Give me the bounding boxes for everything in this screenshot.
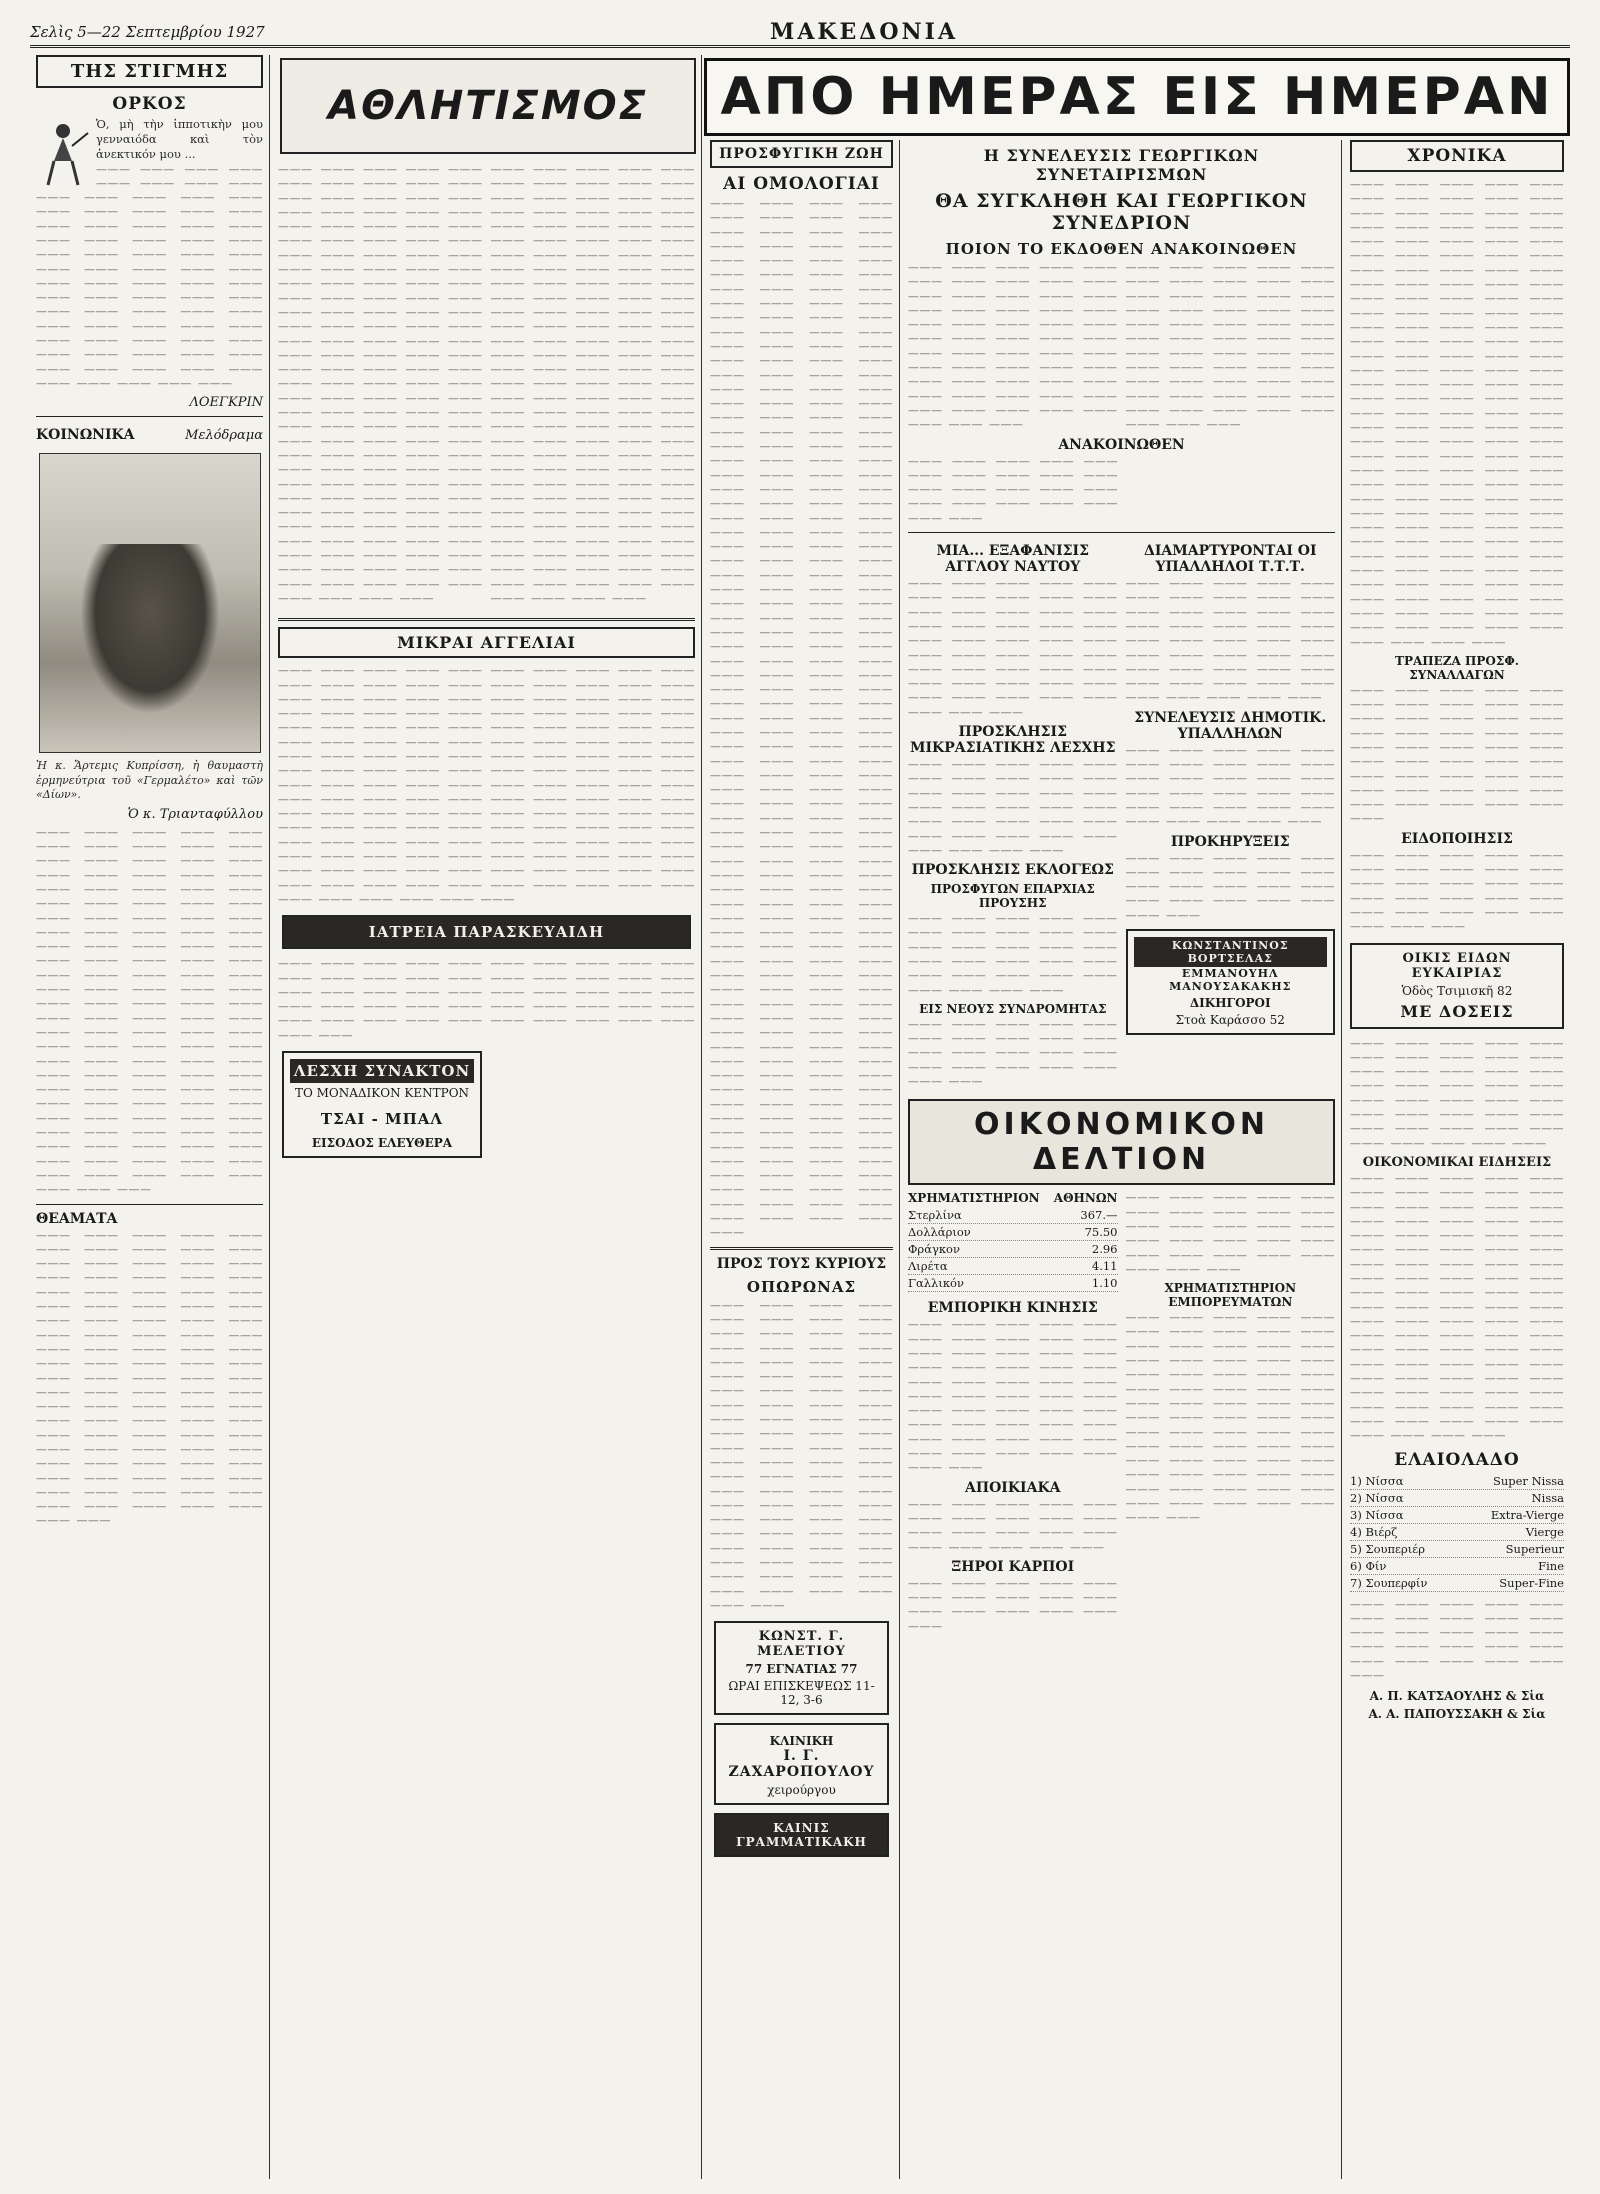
credit: Ὁ κ. Τριανταφύλλου (127, 806, 263, 822)
column-1 (30, 55, 270, 2179)
theater-body: ——— ——— ——— ——— ——— ——— ——— ——— ——— ——— ——— ——— ——— ——— ——— ——— ——— ——— ——— ——— ——— ——— ——— ——— ——— ——— ——— ——— ——— ——— ——— ——— ——— ——— ——— ——— ——— ——— ——— ——— ——— ——— ——— ——— ——— ——— ——— ——— ——— ——— ——— ——— ——— ——— ——— ——— ——— ——— ——— ——— ——— ——— ——— ——— ——— ——— ——— ——— ——— ——— ——— ——— ——— ——— ——— ——— ——— ——— ——— ——— ——— ——— ——— ——— ——— ——— ——— ——— ——— ——— ——— ——— ——— ——— ——— ——— ——— ——— ——— ——— ——— ——— (36, 1228, 263, 1528)
exchange-header (908, 1191, 1118, 1205)
price-grade: Super-Fine (1499, 1575, 1564, 1590)
lawyer-ad (1126, 929, 1336, 1035)
currency-name: Γαλλικόν (908, 1276, 964, 1291)
headline-1: Η ΣΥΝΕΛΕΥΣΙΣ ΓΕΩΡΓΙΚΩΝ ΣΥΝΕΤΑΙΡΙΣΜΩΝ (983, 146, 1260, 184)
lesxi-ad (282, 1051, 482, 1158)
headline-2: ΘΑ ΣΥΓΚΛΗΘΗ ΚΑΙ ΓΕΩΡΓΙΚΟΝ ΣΥΝΕΔΡΙΟΝ (935, 190, 1308, 234)
doctor-addr: 77 ΕΓΝΑΤΙΑΣ 77 (745, 1662, 858, 1677)
proklisis-body: ——— ——— ——— ——— ——— ——— ——— ——— ——— ——— ——— ——— ——— ——— ——— ——— ——— ——— ——— ——— ——— ——— ——— ——— ——— ——— ——— ——— ——— (908, 912, 1118, 997)
tea-dance: ΤΣΑΙ - ΜΠΑΛ (320, 1110, 444, 1129)
paper-name: ΜΑΚΕΔΟΝΙΑ (770, 18, 959, 45)
masthead (30, 18, 1570, 48)
econ-banner: ΟΙΚΟΝΟΜΙΚΟΝ ΔΕΛΤΙΟΝ (908, 1099, 1335, 1185)
exchange-row (908, 1207, 1118, 1224)
doctor-ad (714, 1621, 889, 1715)
lead-body-a: ——— ——— ——— ——— ——— ——— ——— ——— ——— ——— ——— ——— ——— ——— ——— ——— ——— ——— ——— ——— ——— ——— ——— ——— ——— ——— ——— ——— ——— ——— ——— ——— ——— ——— ——— ——— ——— ——— ——— ——— ——— ——— ——— ——— ——— ——— ——— ——— ——— ——— ——— ——— ——— ——— ——— ——— ——— ——— (908, 261, 1118, 432)
news-col-a (908, 539, 1118, 1089)
shop-ad (1350, 943, 1564, 1029)
sports-banner (280, 58, 696, 154)
price-name: 6) Φίν (1350, 1558, 1387, 1573)
clinic-ad (714, 1723, 889, 1805)
sports-title: ΑΘΛΗΤΙΣΜΟΣ (327, 83, 649, 129)
econ-news-body: ——— ——— ——— ——— ——— ——— ——— ——— ——— ——— ——— ——— ——— ——— ——— ——— ——— ——— ——— ——— ——— ——— ——— ——— ——— ——— ——— ——— ——— ——— ——— ——— ——— ——— ——— ——— ——— ——— ——— ——— ——— ——— ——— ——— ——— ——— ——— ——— ——— ——— ——— ——— ——— ——— ——— ——— ——— ——— ——— ——— ——— ——— ——— ——— ——— ——— ——— ——— ——— ——— ——— ——— ——— ——— ——— ——— ——— ——— ——— ——— ——— ——— ——— ——— ——— ——— ——— ——— ——— ——— ——— ——— ——— ——— (1350, 1171, 1564, 1443)
market-title: ΧΡΗΜΑΤΙΣΤΗΡΙΟΝ ΕΜΠΟΡΕΥΜΑΤΩΝ (1164, 1281, 1297, 1310)
lesxi-name: ΛΕΣΧΗ ΣΥΝΑΚΤΟΝ (290, 1059, 474, 1083)
small-ads-label: ΜΙΚΡΑΙ ΑΓΓΕΛΙΑΙ (278, 627, 695, 658)
disappearance-title: ΜΙΑ... ΕΞΑΦΑΝΙΣΙΣ ΑΓΓΛΟΥ ΝΑΥΤΟΥ (936, 543, 1090, 576)
econ-col-a (908, 1191, 1118, 1634)
disappearance-body: ——— ——— ——— ——— ——— ——— ——— ——— ——— ——— ——— ——— ——— ——— ——— ——— ——— ——— ——— ——— ——— ——— ——— ——— ——— ——— ——— ——— ——— ——— ——— ——— ——— ——— ——— ——— ——— ——— ——— ——— ——— ——— ——— ——— ——— ——— ——— ——— (908, 577, 1118, 719)
author: ΛΟΕΓΚΡΙΝ (189, 395, 263, 411)
clinic-body: ——— ——— ——— ——— ——— ——— ——— ——— ——— ——— ——— ——— ——— ——— ——— ——— ——— ——— ——— ——— ——— ——— ——— ——— ——— ——— ——— ——— ——— ——— ——— ——— ——— ——— ——— ——— ——— ——— ——— ——— ——— ——— ——— ——— ——— ——— ——— ——— ——— ——— ——— ——— (278, 957, 695, 1042)
currency-name: Δολλάριον (908, 1225, 971, 1240)
article-body: ——— ——— ——— ——— ——— ——— ——— ——— ——— ——— ——— ——— ——— ——— ——— ——— ——— ——— ——— ——— ——— ——— ——— ——— ——— ——— ——— ——— ——— ——— ——— ——— ——— ——— ——— ——— ——— ——— ——— ——— ——— ——— ——— ——— ——— ——— ——— ——— ——— ——— ——— ——— ——— ——— ——— ——— ——— ——— ——— ——— ——— ——— ——— ——— ——— ——— ——— ——— ——— ——— ——— ——— ——— ——— ——— ——— ——— ——— (36, 162, 263, 390)
column-2 (272, 55, 702, 2179)
currency-name: Λιρέτα (908, 1259, 948, 1274)
price-row (1350, 1541, 1564, 1558)
price-row (1350, 1524, 1564, 1541)
sports-columns (278, 163, 695, 606)
column-4 (902, 140, 1342, 2179)
divider (710, 1247, 893, 1250)
article-title: ΟΡΚΟΣ (112, 94, 187, 114)
article-start: Ὁ, μὴ τὴν ἱπποτικὴν μου γενναιόδα καὶ τὸν ἀνεκτικόν μου ... (96, 117, 263, 162)
market-body: ——— ——— ——— ——— ——— ——— ——— ——— ——— ——— ——— ——— ——— ——— ——— ——— ——— ——— ——— ——— ——— ——— ——— ——— ——— ——— ——— ——— ——— ——— ——— ——— ——— ——— ——— ——— ——— ——— ——— ——— ——— ——— ——— ——— ——— ——— ——— ——— ——— ——— ——— ——— ——— ——— ——— ——— ——— ——— ——— ——— ——— ——— ——— ——— ——— ——— ——— ——— ——— ——— ——— ——— (1125, 1311, 1335, 1525)
proclamations-body: ——— ——— ——— ——— ——— ——— ——— ——— ——— ——— ——— ——— ——— ——— ——— ——— ——— ——— ——— ——— ——— ——— (1125, 851, 1335, 922)
social-label: ΚΟΙΝΩΝΙΚΑ (36, 427, 135, 444)
shop-body: ——— ——— ——— ——— ——— ——— ——— ——— ——— ——— ——— ——— ——— ——— ——— ——— ——— ——— ——— ——— ——— ——— ——— ——— ——— ——— ——— ——— ——— ——— ——— ——— ——— ——— ——— ——— ——— ——— ——— ——— (1350, 1036, 1564, 1150)
chronicle-body: ——— ——— ——— ——— ——— ——— ——— ——— ——— ——— ——— ——— ——— ——— ——— ——— ——— ——— ——— ——— ——— ——— ——— ——— ——— ——— ——— ——— ——— ——— ——— ——— ——— ——— ——— ——— ——— ——— ——— ——— ——— ——— ——— ——— ——— ——— ——— ——— ——— ——— ——— ——— ——— ——— ——— ——— ——— ——— ——— ——— ——— ——— ——— ——— ——— ——— ——— ——— ——— ——— ——— ——— ——— ——— ——— ——— ——— ——— ——— ——— ——— ——— ——— ——— ——— ——— ——— ——— ——— ——— ——— ——— ——— ——— ——— ——— ——— ——— ——— ——— ——— ——— ——— ——— ——— ——— ——— ——— ——— ——— ——— ——— ——— ——— ——— ——— ——— ——— ——— ——— ——— ——— ——— ——— ——— ——— ——— ——— ——— ——— ——— ——— ——— ——— ——— ——— ——— ——— ——— ——— ——— ——— ——— ——— ——— ——— ——— ——— ——— ——— ——— ——— ——— ——— ——— ——— ——— ——— ——— ——— ——— ——— ——— ——— (1350, 178, 1564, 649)
divider (36, 1204, 263, 1205)
assemblies-title: ΣΥΝΕΛΕΥΣΙΣ ΔΗΜΟΤΙΚ. ΥΠΑΛΛΗΛΩΝ (1134, 709, 1327, 742)
price-row (1350, 1490, 1564, 1507)
currency-name: Φράγκον (908, 1242, 960, 1257)
new-clinic-ad (714, 1813, 889, 1857)
price-body: ——— ——— ——— ——— ——— ——— ——— ——— ——— ——— ——— ——— ——— ——— ——— ——— ——— ——— ——— ——— ——— ——— ——— ——— ——— ——— (1350, 1597, 1564, 1683)
dry-fruit-body: ——— ——— ——— ——— ——— ——— ——— ——— ——— ——— ——— ——— ——— ——— ——— ——— (908, 1576, 1118, 1633)
protest-body: ——— ——— ——— ——— ——— ——— ——— ——— ——— ——— ——— ——— ——— ——— ——— ——— ——— ——— ——— ——— ——— ——— ——— ——— ——— ——— ——— ——— ——— ——— ——— ——— ——— ——— ——— ——— ——— ——— ——— ——— ——— ——— ——— ——— ——— (1125, 577, 1335, 705)
econ-news-label: ΟΙΚΟΝΟΜΙΚΑΙ ΕΙΔΗΣΕΙΣ (1362, 1154, 1552, 1170)
to-owners: ΠΡΟΣ ΤΟΥΣ ΚΥΡΙΟΥΣ (716, 1255, 887, 1272)
doctor-name: ΚΩΝΣΤ. Γ. ΜΕΛΕΤΙΟΥ (757, 1629, 846, 1660)
exchange-row (908, 1275, 1118, 1292)
entry-free: ΕΙΣΟΔΟΣ ΕΛΕΥΘΕΡΑ (311, 1136, 453, 1151)
clinic-name: ΙΑΤΡΕΙΑ ΠΑΡΑΣΚΕΥΑΙΔΗ (368, 923, 605, 942)
page-date: Σελὶς 5—22 Σεπτεμβρίου 1927 (30, 22, 265, 41)
article-body: ——— ——— ——— ——— ——— ——— ——— ——— ——— ——— ——— ——— ——— ——— ——— ——— ——— ——— ——— ——— ——— ——— ——— ——— ——— ——— ——— ——— ——— ——— ——— ——— ——— ——— ——— ——— ——— ——— ——— ——— ——— ——— ——— ——— ——— ——— ——— ——— ——— ——— ——— ——— ——— ——— ——— ——— ——— ——— ——— ——— ——— ——— ——— ——— ——— ——— ——— ——— ——— ——— ——— ——— ——— ——— ——— ——— ——— ——— ——— ——— ——— ——— ——— ——— ——— ——— ——— ——— ——— ——— ——— ——— ——— ——— ——— ——— ——— ——— ——— ——— ——— ——— ——— ——— ——— ——— ——— ——— ——— ——— ——— ——— ——— ——— ——— ——— ——— ——— ——— ——— ——— ——— ——— ——— ——— ——— ——— ——— ——— ——— ——— ——— ——— ——— ——— ——— ——— ——— ——— ——— ——— ——— ——— ——— ——— ——— ——— ——— ——— ——— ——— ——— ——— ——— ——— ——— ——— ——— ——— ——— ——— ——— ——— ——— ——— ——— ——— ——— ——— ——— ——— ——— ——— ——— ——— ——— ——— ——— ——— ——— ——— ——— ——— ——— ——— ——— ——— ——— ——— ——— ——— ——— ——— ——— ——— ——— ——— ——— ——— ——— ——— ——— ——— ——— ——— ——— ——— ——— ——— ——— ——— ——— ——— ——— ——— ——— ——— ——— ——— ——— ——— ——— ——— ——— ——— ——— ——— ——— ——— ——— ——— ——— ——— ——— ——— ——— ——— ——— ——— ——— ——— ——— ——— ——— ——— ——— ——— ——— ——— ——— ——— ——— ——— ——— ——— ——— ——— ——— ——— ——— ——— ——— ——— ——— ——— ——— ——— ——— ——— ——— ——— ——— ——— ——— ——— ——— ——— ——— ——— ——— ——— ——— ——— ——— ——— ——— ——— ——— ——— (710, 197, 893, 1240)
doctor-hours: ΩΡΑΙ ΕΠΙΣΚΕΨΕΩΣ 11-12, 3-6 (728, 1679, 875, 1708)
shop-addr: Ὁδὸς Τσιμισκῆ 82 (1401, 983, 1513, 998)
announcement-body: ——— ——— ——— ——— ——— ——— ——— ——— ——— ——— ——— ——— ——— ——— ——— ——— ——— ——— ——— ——— ——— ——— (908, 454, 1118, 525)
clinic-role: χειρούργου (767, 1783, 836, 1798)
refugee-label: ΤΡΑΠΕΖΑ ΠΡΟΣΦ. ΣΥΝΑΛΛΑΓΩΝ (1395, 653, 1519, 682)
price-name: 7) Σουπερφίν (1350, 1575, 1428, 1590)
price-name: 5) Σουπεριέρ (1350, 1541, 1426, 1556)
shop-terms: ΜΕ ΔΟΣΕΙΣ (1400, 1001, 1514, 1021)
main-banner-title: ΑΠΟ ΗΜΕΡΑΣ ΕΙΣ ΗΜΕΡΑΝ (720, 67, 1554, 127)
price-name: 1) Νίσσα (1350, 1473, 1404, 1488)
photo-caption: Ἡ κ. Ἄρτεμις Κυπρίσση, ἡ θαυμαστὴ ἐρμηνεύτρια τοῦ «Γερμαλέτο» καὶ τῶν «Δίων». (36, 759, 263, 802)
section-header: ΤΗΣ ΣΤΙΓΜΗΣ (36, 55, 263, 88)
lead-columns (908, 261, 1335, 433)
portrait-photo (39, 453, 261, 753)
new-clinic-name: ΚΑΙΝΙΣ ΓΡΑΜΜΑΤΙΚΑΚΗ (736, 1821, 867, 1850)
theater-label: ΘΕΑΜΑΤΑ (36, 1210, 118, 1227)
exchange-row (908, 1241, 1118, 1258)
exchange-table (908, 1191, 1118, 1292)
lawyer-name: ΚΩΝΣΤΑΝΤΙΝΟΣ ΒΟΡΤΣΕΛΑΣ (1134, 937, 1328, 967)
divider (278, 618, 695, 621)
news-columns (908, 539, 1335, 1089)
protest-title: ΔΙΑΜΑΡΤΥΡΟΝΤΑΙ ΟΙ ΥΠΑΛΛΗΛΟΙ Τ.Τ.Τ. (1143, 543, 1317, 576)
price-grade: Vierge (1525, 1524, 1564, 1539)
lawyer-addr: Στοὰ Καράσσο 52 (1175, 1012, 1285, 1027)
econ-col-b (1126, 1191, 1336, 1634)
divider (908, 532, 1335, 533)
econ-columns (908, 1191, 1335, 1634)
currency-value: 4.11 (1091, 1259, 1118, 1274)
merchant-name: Α. Π. ΚΑΤΣΑΟΥΛΗΣ & Σἱα (1369, 1689, 1545, 1704)
currency-value: 2.96 (1091, 1242, 1118, 1257)
price-grade: Nissa (1531, 1490, 1564, 1505)
new-subs-body: ——— ——— ——— ——— ——— ——— ——— ——— ——— ——— ——— ——— ——— ——— ——— ——— ——— ——— ——— ——— ——— ——— (908, 1017, 1118, 1089)
opoxorav: ΟΠΩΡΩΝΑΣ (746, 1277, 857, 1296)
social-caption: Μελόδραμα (185, 428, 263, 444)
lawyer-sub: ΕΜΜΑΝΟΥΗΛ ΜΑΝΟΥΣΑΚΑΚΗΣ (1169, 966, 1292, 993)
notices-body: ——— ——— ——— ——— ——— ——— ——— ——— ——— ——— ——— ——— ——— ——— ——— ——— ——— ——— ——— ——— ——— ——— ——— ——— ——— ——— ——— ——— (1350, 848, 1564, 934)
clinic-ad (282, 915, 691, 949)
lawyer-role: ΔΙΚΗΓΟΡΟΙ (1189, 995, 1271, 1010)
exchange-city: ΑΘΗΝΩΝ (1053, 1191, 1118, 1206)
price-name: 3) Νίσσα (1350, 1507, 1404, 1522)
apoliki-title: ΑΠΟΙΚΙΑΚΑ (965, 1479, 1061, 1496)
shop-name: ΟΙΚΙΣ ΕΙΔΩΝ ΕΥΚΑΙΡΙΑΣ (1402, 950, 1512, 981)
small-ads-body: ——— ——— ——— ——— ——— ——— ——— ——— ——— ——— ——— ——— ——— ——— ——— ——— ——— ——— ——— ——— ——— ——— ——— ——— ——— ——— ——— ——— ——— ——— ——— ——— ——— ——— ——— ——— ——— ——— ——— ——— ——— ——— ——— ——— ——— ——— ——— ——— ——— ——— ——— ——— ——— ——— ——— ——— ——— ——— ——— ——— ——— ——— ——— ——— ——— ——— ——— ——— ——— ——— ——— ——— ——— ——— ——— ——— ——— ——— ——— ——— ——— ——— ——— ——— ——— ——— ——— ——— ——— ——— ——— ——— ——— ——— ——— ——— ——— ——— ——— ——— ——— ——— ——— ——— ——— ——— ——— ——— ——— ——— ——— ——— ——— ——— ——— ——— ——— ——— ——— ——— ——— ——— ——— ——— ——— ——— ——— ——— ——— ——— ——— ——— ——— ——— ——— ——— ——— ——— ——— ——— ——— ——— ——— ——— ——— ——— ——— ——— ——— ——— ——— ——— ——— ——— ——— ——— ——— ——— ——— ——— ——— ——— ——— ——— ——— ——— (278, 664, 695, 906)
price-grade: Fine (1538, 1558, 1564, 1573)
assemblies-body: ——— ——— ——— ——— ——— ——— ——— ——— ——— ——— ——— ——— ——— ——— ——— ——— ——— ——— ——— ——— ——— ——— ——— ——— ——— ——— ——— ——— ——— ——— (1125, 743, 1335, 829)
invitations-body: ——— ——— ——— ——— ——— ——— ——— ——— ——— ——— ——— ——— ——— ——— ——— ——— ——— ——— ——— ——— ——— ——— ——— ——— ——— ——— ——— ——— ——— ——— ——— ——— ——— ——— (908, 758, 1118, 857)
trade-body: ——— ——— ——— ——— ——— ——— ——— ——— ——— ——— ——— ——— ——— ——— ——— ——— ——— ——— ——— ——— ——— ——— ——— ——— ——— ——— ——— ——— ——— ——— ——— ——— ——— ——— ——— ——— ——— ——— ——— ——— ——— ——— ——— ——— ——— ——— ——— ——— ——— ——— ——— ——— (908, 1318, 1118, 1475)
clinic-label: ΚΛΙΝΙΚΗ (769, 1734, 834, 1749)
section-header: ΧΡΟΝΙΚΑ (1350, 140, 1564, 172)
proklisis-title: ΠΡΟΣΚΛΗΣΙΣ ΕΚΛΟΓΕΩΣ (911, 862, 1114, 879)
dry-fruit-title: ΞΗΡΟΙ ΚΑΡΠΟΙ (951, 1558, 1075, 1575)
main-banner (704, 58, 1570, 136)
announcement-label: ΑΝΑΚΟΙΝΩΘΕΝ (1058, 436, 1185, 453)
headline-3: ΠΟΙΟΝ ΤΟ ΕΚΔΟΘΕΝ ΑΝΑΚΟΙΝΩΘΕΝ (945, 240, 1298, 258)
currency-value: 1.10 (1091, 1276, 1118, 1291)
price-row (1350, 1507, 1564, 1524)
lesxi-sub: ΤΟ ΜΟΝΑΔΙΚΟΝ ΚΕΝΤΡΟΝ (294, 1086, 470, 1101)
currency-value: 367.— (1080, 1208, 1118, 1223)
lead-body-b: ——— ——— ——— ——— ——— ——— ——— ——— ——— ——— ——— ——— ——— ——— ——— ——— ——— ——— ——— ——— ——— ——— ——— ——— ——— ——— ——— ——— ——— ——— ——— ——— ——— ——— ——— ——— ——— ——— ——— ——— ——— ——— ——— ——— ——— ——— ——— ——— ——— ——— ——— ——— ——— ——— ——— ——— ——— ——— (1125, 261, 1335, 432)
elaiolado-title: ΕΛΑΙΟΛΑΔΟ (1394, 1449, 1520, 1470)
column-5 (1344, 140, 1570, 2179)
currency-value: 75.50 (1084, 1225, 1118, 1240)
new-subs: ΕΙΣ ΝΕΟΥΣ ΣΥΝΔΡΟΜΗΤΑΣ (919, 1001, 1107, 1016)
notices-label: ΕΙΔΟΠΟΙΗΣΙΣ (1401, 830, 1513, 847)
price-grade: Extra-Vierge (1490, 1507, 1564, 1522)
refugee-body: ——— ——— ——— ——— ——— ——— ——— ——— ——— ——— ——— ——— ——— ——— ——— ——— ——— ——— ——— ——— ——— ——— ——— ——— ——— ——— ——— ——— ——— ——— ——— ——— ——— ——— ——— ——— ——— ——— ——— ——— ——— ——— ——— ——— ——— ——— (1350, 683, 1564, 826)
price-row (1350, 1558, 1564, 1575)
price-list (1350, 1473, 1564, 1592)
social-body: ——— ——— ——— ——— ——— ——— ——— ——— ——— ——— ——— ——— ——— ——— ——— ——— ——— ——— ——— ——— ——— ——— ——— ——— ——— ——— ——— ——— ——— ——— ——— ——— ——— ——— ——— ——— ——— ——— ——— ——— ——— ——— ——— ——— ——— ——— ——— ——— ——— ——— ——— ——— ——— ——— ——— ——— ——— ——— ——— ——— ——— ——— ——— ——— ——— ——— ——— ——— ——— ——— ——— ——— ——— ——— ——— ——— ——— ——— ——— ——— ——— ——— ——— ——— ——— ——— ——— ——— ——— ——— ——— ——— ——— ——— ——— ——— ——— ——— ——— ——— ——— ——— ——— ——— ——— ——— ——— ——— ——— ——— ——— ——— ——— ——— ——— ——— ——— ——— ——— ——— ——— ——— ——— ——— ——— ——— ——— ——— (36, 825, 263, 1197)
price-name: 2) Νίσσα (1350, 1490, 1404, 1505)
owners-body: ——— ——— ——— ——— ——— ——— ——— ——— ——— ——— ——— ——— ——— ——— ——— ——— ——— ——— ——— ——— ——— ——— ——— ——— ——— ——— ——— ——— ——— ——— ——— ——— ——— ——— ——— ——— ——— ——— ——— ——— ——— ——— ——— ——— ——— ——— ——— ——— ——— ——— ——— ——— ——— ——— ——— ——— ——— ——— ——— ——— ——— ——— ——— ——— ——— ——— ——— ——— ——— ——— ——— ——— ——— ——— ——— ——— ——— ——— ——— ——— ——— ——— ——— ——— ——— ——— (710, 1298, 893, 1612)
exchange-label: ΧΡΗΜΑΤΙΣΤΗΡΙΟΝ (908, 1191, 1040, 1206)
social-header (36, 423, 263, 447)
divider (36, 416, 263, 417)
price-grade: Superieur (1505, 1541, 1564, 1556)
knight-icon (36, 121, 90, 187)
exchange-row (908, 1258, 1118, 1275)
apoliki-body: ——— ——— ——— ——— ——— ——— ——— ——— ——— ——— ——— ——— ——— ——— ——— ——— ——— ——— ——— ——— (908, 1497, 1118, 1554)
invitations-title: ΠΡΟΣΚΛΗΣΙΣ ΜΙΚΡΑΣΙΑΤΙΚΗΣ ΛΕΣΧΗΣ (910, 724, 1116, 757)
proklisis-sub: ΠΡΟΣΦΥΓΩΝ ΕΠΑΡΧΙΑΣ ΠΡΟΥΣΗΣ (930, 882, 1095, 911)
price-row (1350, 1473, 1564, 1490)
sports-body-a: ——— ——— ——— ——— ——— ——— ——— ——— ——— ——— ——— ——— ——— ——— ——— ——— ——— ——— ——— ——— ——— ——— ——— ——— ——— ——— ——— ——— ——— ——— ——— ——— ——— ——— ——— ——— ——— ——— ——— ——— ——— ——— ——— ——— ——— ——— ——— ——— ——— ——— ——— ——— ——— ——— ——— ——— ——— ——— ——— ——— ——— ——— ——— ——— ——— ——— ——— ——— ——— ——— ——— ——— ——— ——— ——— ——— ——— ——— ——— ——— ——— ——— ——— ——— ——— ——— ——— ——— ——— ——— ——— ——— ——— ——— ——— ——— ——— ——— ——— ——— ——— ——— ——— ——— ——— ——— ——— ——— ——— ——— ——— ——— ——— ——— ——— ——— ——— ——— ——— ——— ——— ——— ——— ——— ——— ——— ——— ——— ——— ——— ——— ——— ——— ——— ——— ——— ——— ——— ——— ——— ——— ——— ——— ——— ——— ——— ——— ——— ——— ——— ——— ——— ——— ——— (278, 163, 483, 605)
sports-body-b: ——— ——— ——— ——— ——— ——— ——— ——— ——— ——— ——— ——— ——— ——— ——— ——— ——— ——— ——— ——— ——— ——— ——— ——— ——— ——— ——— ——— ——— ——— ——— ——— ——— ——— ——— ——— ——— ——— ——— ——— ——— ——— ——— ——— ——— ——— ——— ——— ——— ——— ——— ——— ——— ——— ——— ——— ——— ——— ——— ——— ——— ——— ——— ——— ——— ——— ——— ——— ——— ——— ——— ——— ——— ——— ——— ——— ——— ——— ——— ——— ——— ——— ——— ——— ——— ——— ——— ——— ——— ——— ——— ——— ——— ——— ——— ——— ——— ——— ——— ——— ——— ——— ——— ——— ——— ——— ——— ——— ——— ——— ——— ——— ——— ——— ——— ——— ——— ——— ——— ——— ——— ——— ——— ——— ——— ——— ——— ——— ——— ——— ——— ——— ——— ——— ——— ——— ——— ——— ——— ——— ——— ——— ——— ——— ——— ——— ——— ——— ——— ——— ——— ——— ——— ——— (490, 163, 695, 605)
market-pre: ——— ——— ——— ——— ——— ——— ——— ——— ——— ——— ——— ——— ——— ——— ——— ——— ——— ——— ——— ——— ——— ——— ——— ——— ——— ——— ——— ——— (1125, 1191, 1335, 1276)
news-col-b (1126, 539, 1336, 1089)
price-row (1350, 1575, 1564, 1592)
price-grade: Super Nissa (1492, 1473, 1564, 1488)
currency-name: Στερλίνα (908, 1208, 962, 1223)
section-header: ΠΡΟΣΦΥΓΙΚΗ ΖΩΗ (710, 140, 893, 168)
exchange-rows (908, 1207, 1118, 1292)
column-3 (704, 140, 900, 2179)
exchange-row (908, 1224, 1118, 1241)
article-title: ΑΙ ΟΜΟΛΟΓΙΑΙ (723, 174, 880, 194)
price-name: 4) Βιέρζ (1350, 1524, 1398, 1539)
merchant2-name: Α. Α. ΠΑΠΟΥΣΣΑΚΗ & Σἱα (1368, 1707, 1546, 1722)
proclamations-title: ΠΡΟΚΗΡΥΞΕΙΣ (1170, 833, 1290, 850)
trade-title: ΕΜΠΟΡΙΚΗ ΚΙΝΗΣΙΣ (927, 1300, 1098, 1317)
clinic-name: Ι. Γ. ΖΑΧΑΡΟΠΟΥΛΟΥ (728, 1748, 875, 1781)
